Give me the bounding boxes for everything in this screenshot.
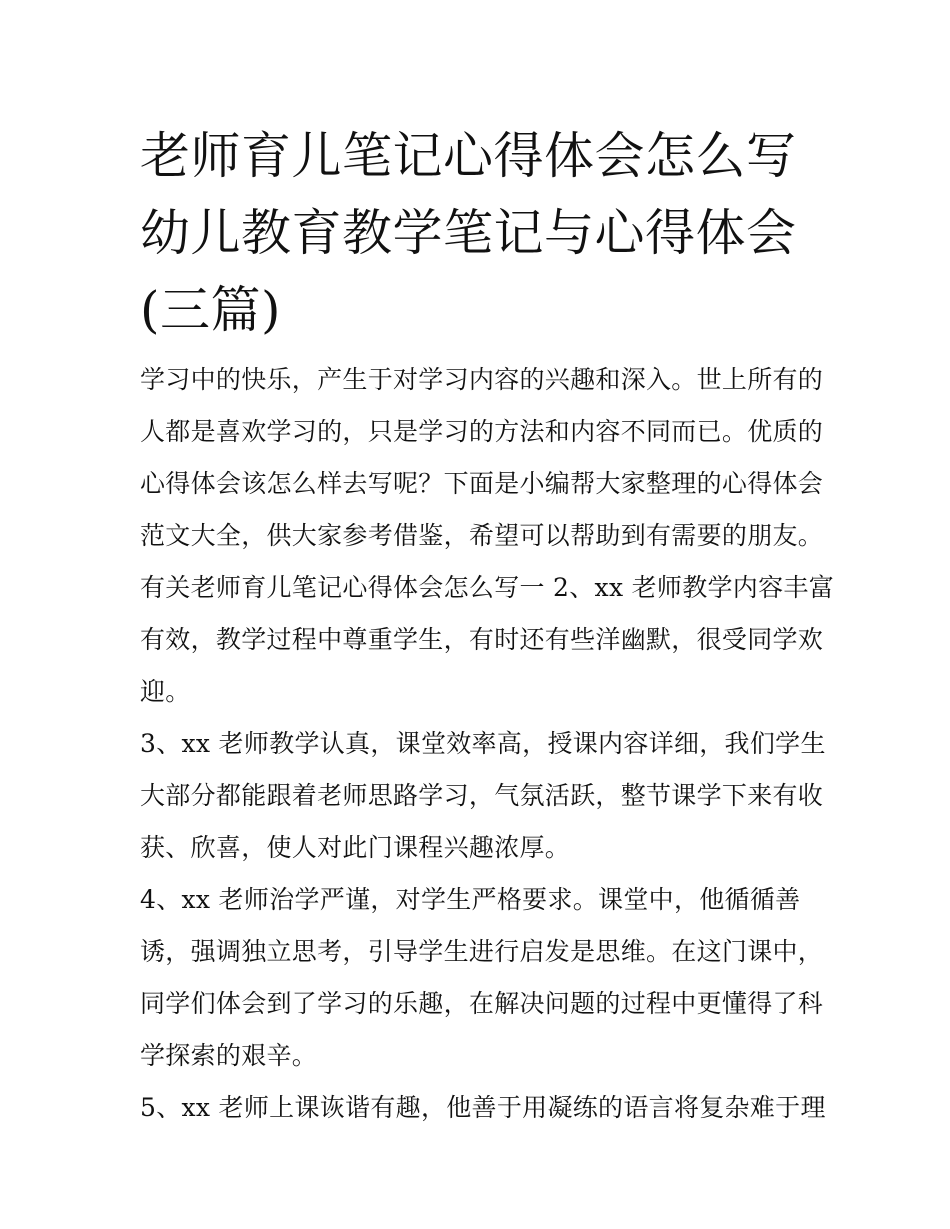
- body-line: 有关老师育儿笔记心得体会怎么写一 2、xx 老师教学内容丰富: [140, 573, 834, 602]
- title-line-1: 老师育儿笔记心得体会怎么写: [140, 127, 797, 185]
- body-line: 人都是喜欢学习的，只是学习的方法和内容不同而已。优质的: [140, 417, 824, 446]
- body-line: 迎。: [140, 677, 191, 706]
- body-line: 学探索的艰辛。: [140, 1041, 318, 1070]
- document-body: [140, 354, 834, 1134]
- body-line: 诱，强调独立思考，引导学生进行启发是思维。在这门课中，: [140, 937, 824, 966]
- body-line: 同学们体会到了学习的乐趣，在解决问题的过程中更懂得了科: [140, 989, 824, 1018]
- body-line: 范文大全，供大家参考借鉴，希望可以帮助到有需要的朋友。: [140, 521, 824, 550]
- body-line: 大部分都能跟着老师思路学习，气氛活跃，整节课学下来有收: [140, 781, 824, 810]
- body-line: 心得体会该怎么样去写呢？下面是小编帮大家整理的心得体会: [140, 469, 824, 498]
- title-line-2: 幼儿教育教学笔记与心得体会: [140, 204, 797, 262]
- body-line: 获、欣喜，使人对此门课程兴趣浓厚。: [140, 833, 571, 862]
- title-line-3: (三篇): [140, 281, 282, 339]
- body-line: 3、xx 老师教学认真，课堂效率高，授课内容详细，我们学生: [140, 729, 826, 758]
- body-line: 学习中的快乐，产生于对学习内容的兴趣和深入。世上所有的: [140, 365, 824, 394]
- body-line: 有效，教学过程中尊重学生，有时还有些洋幽默，很受同学欢: [140, 625, 824, 654]
- document-title: [140, 118, 820, 349]
- body-line: 5、xx 老师上课诙谐有趣，他善于用凝练的语言将复杂难于理: [140, 1093, 826, 1122]
- body-line: 4、xx 老师治学严谨，对学生严格要求。课堂中，他循循善: [140, 885, 801, 914]
